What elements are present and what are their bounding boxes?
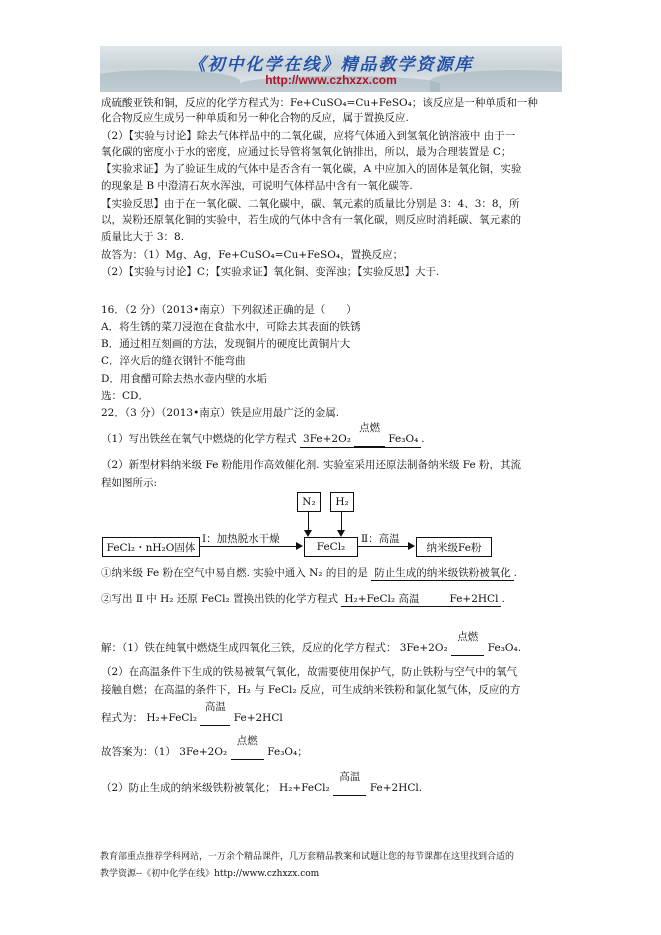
intro-line-10: 故答为：（1）Mg、Ag，Fe+CuSO₄=Cu+FeSO₄，置换反应； bbox=[101, 249, 404, 261]
q22-stem: 22．（3 分）（2013•南京）铁是应用最广泛的金属. bbox=[101, 407, 340, 419]
intro-line-2: 化合物反应生成另一种单质和另一种化合物的反应，属于置换反应. bbox=[101, 112, 409, 124]
eq-condition: 点燃 bbox=[359, 422, 381, 434]
eq-lhs: H₂+FeCl₂ bbox=[279, 782, 330, 794]
eq-condition: 高温 bbox=[339, 771, 361, 783]
intro-line-4: 氧化碳的密度小于水的密度，应通过长导管将氢氧化钠排出，所以，最为合理装置是 C； bbox=[101, 146, 512, 158]
footer-line-2: 教学资源--《初中化学在线》http://www.czhxzx.com bbox=[100, 869, 320, 879]
solution-line-2: （2）在高温条件下生成的铁易被氧气氧化，故需要使用保护气，防止铁粉与空气中的氧气 bbox=[101, 666, 518, 678]
final-answer-2-text: （2）防止生成的纳米级铁粉被氧化； bbox=[101, 782, 276, 794]
eq-condition: 点燃 bbox=[457, 631, 479, 643]
q22-sub1-prompt: ①纳米级 Fe 粉在空气中易自燃. 实验中通入 N₂ 的目的是 bbox=[101, 567, 368, 579]
q22-sub2-prompt: ②写出 Ⅱ 中 H₂ 还原 FeCl₂ 置换出铁的化学方程式 bbox=[101, 593, 339, 605]
flow-gas-n2: N₂ bbox=[297, 492, 321, 512]
solution-line-1-text: 解：（1）铁在纯氧中燃烧生成四氧化三铁，反应的化学方程式： bbox=[101, 642, 397, 654]
flow-step-1-label: Ⅰ：加热脱水干燥 bbox=[202, 533, 280, 545]
q22-part2-line-1: （2）新型材料纳米级 Fe 粉能用作高效催化剂. 实验室采用还原法制备纳米级 Fe 粉，其流 bbox=[101, 459, 522, 471]
eq-rhs: Fe+2HCl bbox=[233, 712, 283, 724]
solution-line-3: 接触自燃；在高温的条件下，H₂ 与 FeCl₂ 反应，可生成纳米铁粉和氯化氢气体，反应的方 bbox=[101, 684, 521, 696]
eq-rhs: Fe₃O₄. bbox=[487, 642, 522, 654]
q22-part1: （1）写出铁丝在氧气中燃烧的化学方程式 3Fe+2O₂ 点燃 Fe₃O₄ . bbox=[101, 432, 425, 448]
final-answer-line-2 bbox=[101, 771, 423, 796]
q22-part2-line-2: 程如图所示: bbox=[101, 477, 158, 489]
final-answer-line-1 bbox=[101, 735, 308, 760]
q22-part1-prompt: （1）写出铁丝在氧气中燃烧的化学方程式 bbox=[101, 433, 297, 445]
eq-lhs: 3Fe+2O₂ bbox=[303, 433, 351, 445]
eq-lhs: 3Fe+2O₂ bbox=[399, 642, 448, 654]
q16-option-d: D．用食醋可除去热水壶内壁的水垢 bbox=[101, 373, 267, 385]
intro-line-8: 以，炭粉还原氧化铜的实验中，若生成的气体中含有一氧化碳，则反应时消耗碳、氧元素的 bbox=[101, 214, 521, 226]
flow-box-nano-fe: 纳米级Fe粉 bbox=[416, 537, 492, 557]
intro-line-1: 成硫酸亚铁和铜，反应的化学方程式为：Fe+CuSO₄=Cu+FeSO₄；该反应是一种单质和一种 bbox=[101, 97, 538, 109]
eq-lhs: 3Fe+2O₂ bbox=[179, 746, 228, 758]
header-banner bbox=[100, 46, 562, 92]
q22-sub2: ②写出 Ⅱ 中 H₂ 还原 FeCl₂ 置换出铁的化学方程式 H₂+FeCl₂ 高温 Fe+2HCl . bbox=[101, 593, 505, 605]
intro-line-9: 质量比大于 3：8. bbox=[101, 231, 185, 243]
flow-box-fecl2-hydrate: FeCl₂・nH₂O固体 bbox=[102, 537, 200, 557]
q22-sub2-answer bbox=[341, 592, 501, 607]
eq-condition: 高温 bbox=[204, 701, 226, 713]
banner-title: 《初中化学在线》精品教学资源库 bbox=[188, 55, 474, 75]
solution-line-4 bbox=[101, 701, 283, 726]
flow-gas-h2: H₂ bbox=[330, 492, 354, 512]
eq-lhs: H₂+FeCl₂ bbox=[146, 712, 198, 724]
q22-sub1-answer: 防止生成的纳米级铁粉被氧化 bbox=[371, 566, 514, 581]
eq-condition: 高温 bbox=[398, 593, 420, 605]
banner-url[interactable]: http://www.czhxzx.com bbox=[265, 73, 397, 87]
eq-condition: 点燃 bbox=[236, 735, 258, 747]
solution-line-1 bbox=[101, 631, 522, 656]
q16-option-c: C．淬火后的缝衣钢针不能弯曲 bbox=[101, 355, 246, 367]
eq-lhs: H₂+FeCl₂ bbox=[344, 593, 396, 605]
footer-line-1: 教育部重点推荐学科网站，一万余个精品课件，几万套精品教案和试题让您的每节课都在这里找到合适的 bbox=[100, 852, 515, 862]
q16-stem: 16．（2 分）（2013•南京）下列叙述正确的是（ ） bbox=[101, 304, 357, 316]
intro-line-3: （2）【实验与讨论】除去气体样品中的二氧化碳，应将气体通入到氢氧化钠溶液中 由于一 bbox=[101, 130, 516, 142]
q16-option-b: B．通过相互刻画的方法，发现铜片的硬度比黄铜片大 bbox=[101, 338, 351, 350]
equation-combustion bbox=[303, 422, 419, 447]
eq-rhs: Fe+2HCl. bbox=[369, 782, 423, 794]
eq-rhs: Fe₃O₄ bbox=[388, 433, 419, 445]
flow-box-fecl2: FeCl₂ bbox=[304, 537, 358, 557]
intro-line-7: 【实验反思】由于在一氧化碳、二氧化碳中，碳、氧元素的质量比分别是 3：4、3：8，所 bbox=[101, 198, 520, 210]
intro-line-11: （2）【实验与讨论】C；【实验求证】氧化铜、变浑浊；【实验反思】大于. bbox=[101, 266, 440, 278]
eq-rhs: Fe₃O₄； bbox=[267, 746, 308, 758]
eq-rhs: Fe+2HCl bbox=[449, 593, 499, 605]
q16-option-a: A．将生锈的菜刀浸泡在食盐水中，可除去其表面的铁锈 bbox=[101, 321, 361, 333]
final-answer-label: 故答案为：（1） bbox=[101, 746, 176, 758]
q22-part1-answer bbox=[300, 422, 421, 448]
q16-answer: 选：CD． bbox=[101, 390, 149, 402]
intro-line-6: 的现象是 B 中澄清石灰水浑浊，可说明气体样品中含有一氧化碳等. bbox=[101, 180, 413, 192]
solution-line-4-text: 程式为： bbox=[101, 712, 143, 724]
flow-step-2-label: Ⅱ：高温 bbox=[361, 533, 400, 545]
intro-line-5: 【实验求证】为了验证生成的气体中是否含有一氧化碳，A 中应加入的固体是氧化铜，实验 bbox=[101, 163, 522, 175]
q22-sub1: ①纳米级 Fe 粉在空气中易自燃. 实验中通入 N₂ 的目的是 防止生成的纳米级铁粉被氧化 . bbox=[101, 567, 518, 579]
